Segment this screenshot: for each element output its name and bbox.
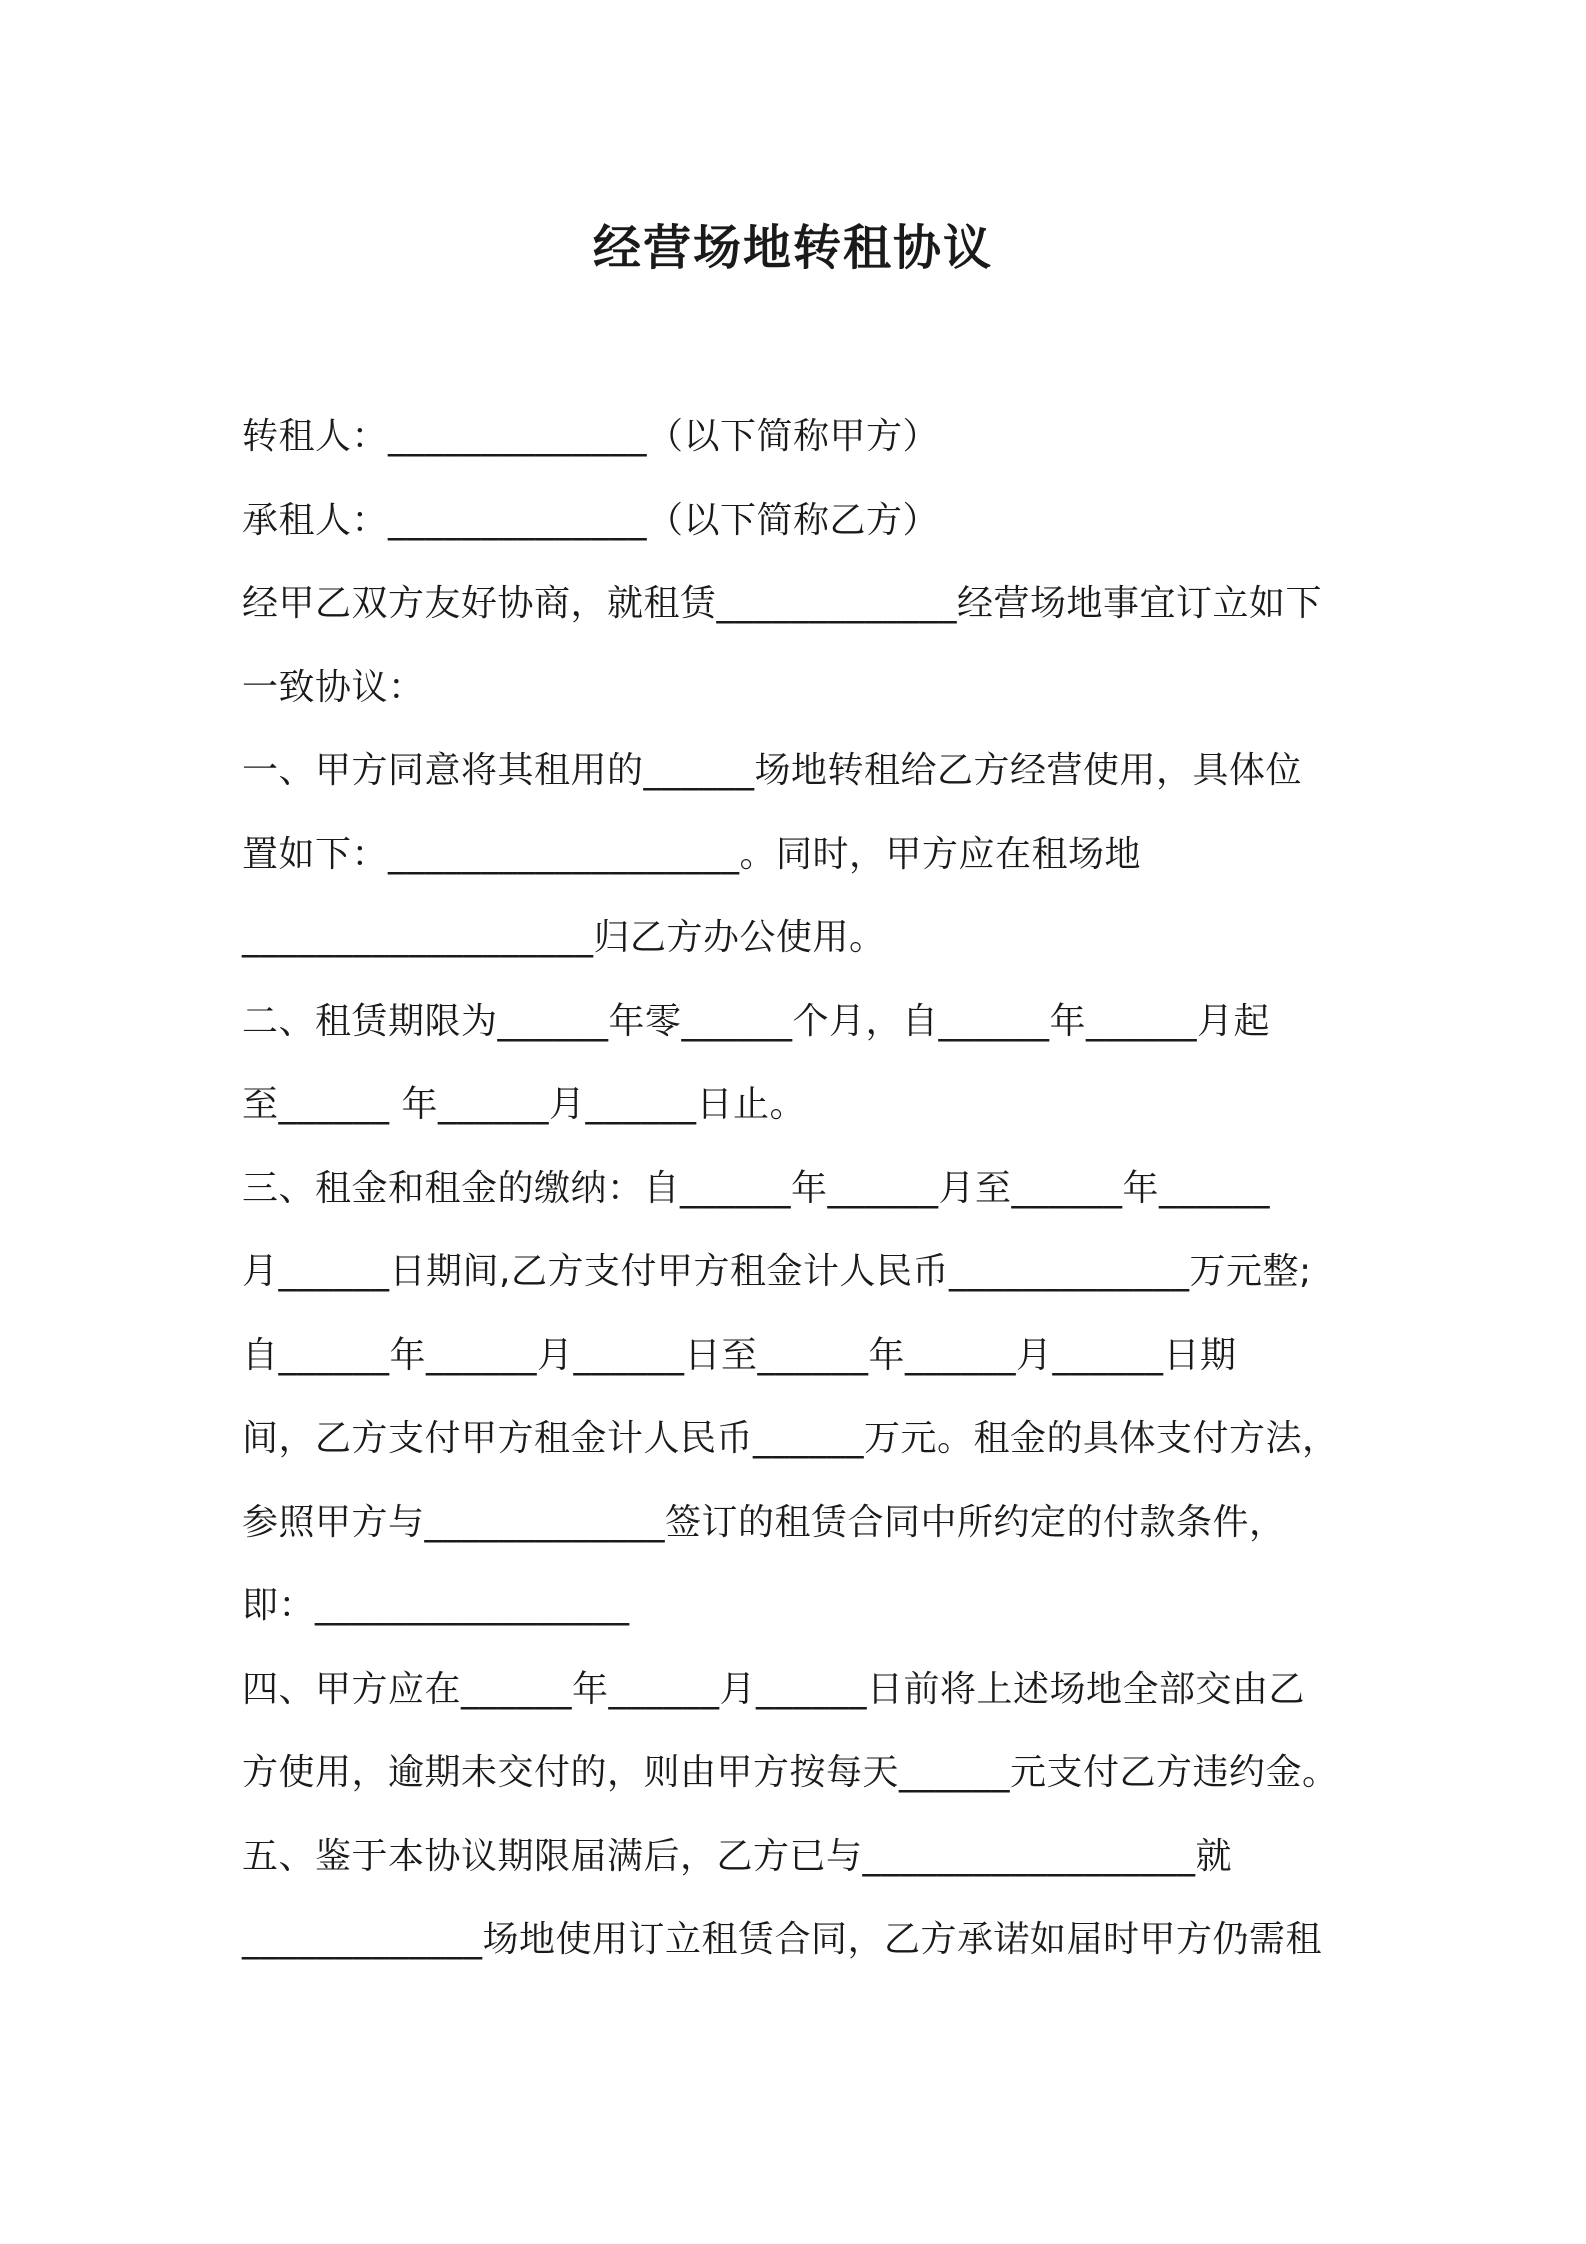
party-a-line: 转租人：______________（以下简称甲方） (242, 416, 940, 457)
clause-1-line: ___________________归乙方办公使用。 (242, 917, 886, 958)
party-b-line: 承租人：______________（以下简称乙方） (242, 499, 940, 541)
clause-3-line: 间，乙方支付甲方租金计人民币______万元。租金的具体支付方法， (242, 1418, 1339, 1459)
clause-4-line: 方使用，逾期未交付的，则由甲方按每天______元支付乙方违约金。 (242, 1752, 1339, 1793)
preamble-line: 一致协议： (242, 666, 425, 708)
clause-5-line: _____________场地使用订立租赁合同，乙方承诺如届时甲方仍需租 (242, 1919, 1323, 1960)
clause-3-line: 三、租金和租金的缴纳：自______年______月至______年______ (242, 1167, 1271, 1209)
clause-1-line: 置如下：___________________。同时，甲方应在租场地 (242, 833, 1142, 875)
clause-5-line: 五、鉴于本协议期限届满后，乙方已与__________________就 (242, 1835, 1233, 1877)
clause-1-line: 一、甲方同意将其租用的______场地转租给乙方经营使用，具体位 (242, 750, 1303, 791)
document-title: 经营场地转租协议 (592, 220, 993, 276)
preamble-line: 经甲乙双方友好协商，就租赁_____________经营场地事宜订立如下 (242, 583, 1323, 624)
clause-3-line: 参照甲方与_____________签订的租赁合同中所约定的付款条件， (242, 1501, 1286, 1543)
clause-3-line: 即：_________________ (242, 1585, 630, 1626)
document-body (242, 395, 1382, 1982)
clause-2-line: 二、租赁期限为______年零______个月，自______年______月起 (242, 1000, 1271, 1042)
clause-2-line: 至______ 年______月______日止。 (242, 1084, 806, 1125)
clause-3-line: 月______日期间,乙方支付甲方租金计人民币_____________万元整; (242, 1251, 1312, 1292)
clause-4-line: 四、甲方应在______年______月______日前将上述场地全部交由乙 (242, 1668, 1306, 1710)
clause-3-line: 自______年______月______日至______年______月______日期 (242, 1334, 1237, 1376)
